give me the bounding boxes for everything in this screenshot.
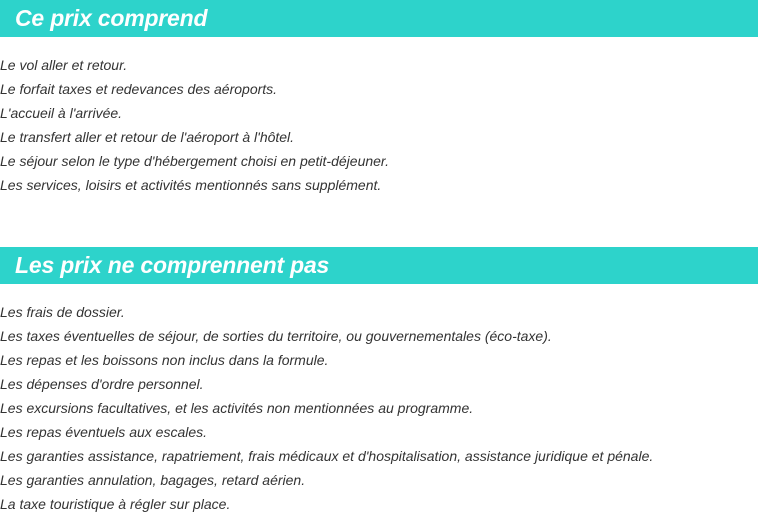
excluded-title: Les prix ne comprennent pas xyxy=(15,252,330,278)
included-list xyxy=(0,53,758,197)
included-item: Le séjour selon le type d'hébergement choisi en petit-déjeuner. xyxy=(0,153,389,169)
excluded-item: Les repas éventuels aux escales. xyxy=(0,424,208,440)
included-item: L'accueil à l'arrivée. xyxy=(0,105,123,121)
excluded-header xyxy=(0,247,758,284)
included-item: Le forfait taxes et redevances des aéroports. xyxy=(0,81,278,97)
excluded-item: Les taxes éventuelles de séjour, de sorties du territoire, ou gouvernementales (éco-taxe). xyxy=(0,328,552,344)
included-item: Le transfert aller et retour de l'aéroport à l'hôtel. xyxy=(0,129,295,145)
excluded-section xyxy=(0,247,758,516)
excluded-item: Les dépenses d'ordre personnel. xyxy=(0,376,204,392)
included-section xyxy=(0,0,758,197)
excluded-item: Les garanties annulation, bagages, retard aérien. xyxy=(0,472,306,488)
excluded-list xyxy=(0,300,758,516)
included-title: Ce prix comprend xyxy=(15,5,208,31)
excluded-item: La taxe touristique à régler sur place. xyxy=(0,496,231,512)
included-item: Le vol aller et retour. xyxy=(0,57,128,73)
excluded-item: Les garanties assistance, rapatriement, frais médicaux et d'hospitalisation, assistance juridique et pénale. xyxy=(0,448,654,464)
included-header xyxy=(0,0,758,37)
excluded-item: Les repas et les boissons non inclus dans la formule. xyxy=(0,352,329,368)
excluded-item: Les excursions facultatives, et les activités non mentionnées au programme. xyxy=(0,400,474,416)
excluded-item: Les frais de dossier. xyxy=(0,304,125,320)
included-item: Les services, loisirs et activités mentionnés sans supplément. xyxy=(0,177,382,193)
